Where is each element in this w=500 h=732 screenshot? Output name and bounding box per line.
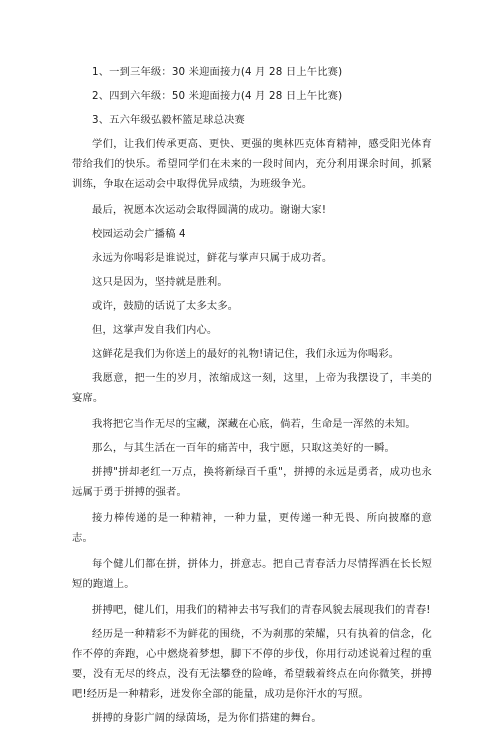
paragraph: 那么，与其生活在一百年的痛苦中，我宁愿，只取这美好的一瞬。: [92, 442, 395, 454]
paragraph: 永远为你喝彩是谁说过，鲜花与掌声只属于成功者。: [92, 252, 333, 264]
paragraph: 每个健儿们都在拼，拼体力，拼意志。把自己青春活力尽情挥洒在长长短短的跑道上。: [72, 558, 432, 590]
paragraph-closing: 最后，祝愿本次运动会取得圆满的成功。谢谢大家!: [92, 204, 327, 216]
paragraph: 接力棒传递的是一种精神，一种力量，更传递一种无畏、所向披靡的意志。: [72, 512, 432, 544]
paragraph-event-1: 1、一到三年级：30 米迎面接力(4 月 28 日上午比赛): [92, 66, 343, 78]
paragraph: 但，这掌声发自我们内心。: [92, 324, 218, 336]
paragraph: 这鲜花是我们为你送上的最好的礼物!请记住，我们永远为你喝彩。: [92, 348, 400, 360]
paragraph: 我愿意，把一生的岁月，浓缩成这一刻，这里，上帝为我摆设了，丰美的宴席。: [72, 372, 432, 404]
paragraph: 我将把它当作无尽的宝藏，深藏在心底，倘若，生命是一浑然的未知。: [92, 418, 416, 430]
paragraph: 拼搏吧，健儿们，用我们的精神去书写我们的青春风貌去展现我们的青春!: [92, 604, 431, 616]
paragraph-event-2: 2、四到六年级：50 米迎面接力(4 月 28 日上午比赛): [92, 90, 343, 102]
paragraph-event-3: 3、五六年级弘毅杯篮足球总决赛: [92, 114, 245, 126]
document-body: [72, 62, 432, 732]
paragraph: 拼搏"拼却老红一万点，换将新绿百千重"，拼搏的永远是勇者，成功也永远属于勇于拼搏的强者。: [72, 466, 432, 498]
paragraph: 这只是因为，坚持就是胜利。: [92, 276, 228, 288]
paragraph: 拼搏的身影广阔的绿茵场，是为你们搭建的舞台。: [92, 712, 322, 724]
paragraph: 经历是一种精彩不为鲜花的围绕，不为刹那的荣耀，只有执着的信念，化作不停的奔跑，心中燃烧着梦想，脚下不停的步伐，你用行动述说着过程的重要，没有无尽的终点，没有无法攀登的险峰，希望载着终点在向你微笑，拼搏吧!经历是一种精彩，迸发你全部的能量，成功是你汗水的写照。: [72, 628, 432, 700]
paragraph: 或许，鼓励的话说了太多太多。: [92, 300, 239, 312]
paragraph-spirit: 学们，让我们传承更高、更快、更强的奥林匹克体育精神，感受阳光体育带给我们的快乐。希望同学们在未来的一段时间内，充分利用课余时间，抓紧训练，争取在运动会中取得优异成绩，为班级争光。: [72, 138, 432, 190]
section-heading: 校园运动会广播稿 4: [92, 228, 186, 240]
